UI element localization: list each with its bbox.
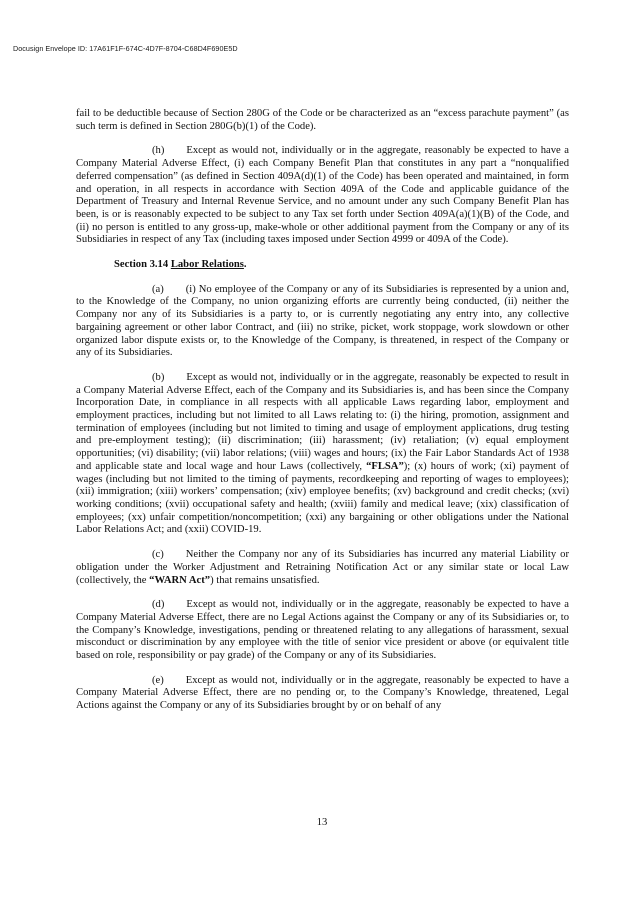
paragraph-h: [76, 145, 569, 247]
section-title-terminator: .: [243, 259, 247, 271]
defined-term-flsa: “FLSA”: [366, 460, 404, 472]
subsection-e: [76, 675, 569, 713]
paragraph-text-h: Except as would not, individually or in the aggregate, reasonably be expected to have a Company Material Adverse Effect, (i) each Company Benefit Plan that constitutes in any part a “nonqualified deferred compensation” (as defined in Section 409A(d)(1) of the Code) has been operated and maintained, in form and operation, in all respects in accordance with Section 409A of the Code and applicable guidance of the Department of Treasury and Internal Revenue Service, and no amount under any such Company Benefit Plan has been, is or is reasonably expected to be subject to any Tax set forth under Section 409A(a)(1)(B) of the Code, and (ii) no person is entitled to any gross-up, make-whole or other additional payment from the Company or any of its Subsidiaries in respect of any Tax (including taxes imposed under Section 4999 or 409A of the Code).: [76, 145, 569, 246]
subsection-text-e: Except as would not, individually or in the aggregate, reasonably be expected to have a Company Material Adverse Effect, there are no pending or, to the Company’s Knowledge, threatened, Legal Actions against the Company or any of its Subsidiaries brought by or on behalf of any: [76, 674, 569, 712]
subsection-text-d: Except as would not, individually or in the aggregate, reasonably be expected to have a Company Material Adverse Effect, there are no Legal Actions against the Company or any of its Subsidiaries or, to the Company’s Knowledge, investigations, pending or threatened relating to any allegations of harassment, sexual misconduct or discrimination by any employee with the title of senior vice president or above (or equivalent title based on role, responsibility or pay grade) of the Company or any of its Subsidiaries.: [76, 599, 569, 662]
docusign-envelope-id: Docusign Envelope ID: 17A61F1F-674C-4D7F-8704-C68D4F690E5D: [13, 44, 238, 53]
subsection-text-c-after: ) that remains unsatisfied.: [210, 574, 320, 586]
subsection-label-e: (e): [152, 674, 164, 686]
subsection-label-b: (b): [152, 371, 165, 383]
section-title: Labor Relations: [170, 259, 244, 271]
subsection-text-b-before: Except as would not, individually or in the aggregate, reasonably be expected to result in a Company Material Adverse Effect, each of the Company and its Subsidiaries is, and has been since the Company Incorporation Date, in compliance in all respects with all applicable Laws regarding labor, employment and employment practices, including but not limited to all Laws relating to: (i) the hiring, promotion, assignment and termination of employees (including but not limited to timing and usage of employment applications, drug testing and pre-employment testing); (ii) discrimination; (iii) harassment; (iv) retaliation; (v) equal employment opportunities; (vi) disability; (vii) labor relations; (viii) wages and hours; (ix) the Fair Labor Standards Act of 1938 and applicable state and local wage and hour Laws (collectively,: [76, 371, 569, 472]
subsection-label-c: (c): [152, 549, 164, 561]
subsection-text-a: (i) No employee of the Company or any of its Subsidiaries is represented by a union and, to the Knowledge of the Company, no union organizing efforts are currently being conducted, (ii) neither the Company nor any of its Subsidiaries is a party to, or is currently negotiating any entry into, any collective bargaining agreement or other labor Contract, and (iii) no strike, picket, work stoppage, work slowdown or other organized labor dispute exists or, to the Knowledge of the Company, is threatened, in respect of the Company or any of its Subsidiaries.: [76, 283, 569, 359]
subsection-d: [76, 599, 569, 663]
paragraph-label-h: (h): [152, 145, 165, 157]
subsection-b: [76, 372, 569, 537]
section-heading: [76, 259, 569, 272]
subsection-label-a: (a): [152, 283, 164, 295]
continued-paragraph: fail to be deductible because of Section 280G of the Code or be characterized as an “excess parachute payment” (as such term is defined in Section 280G(b)(1) of the Code).: [76, 108, 569, 132]
document-body: [76, 108, 569, 725]
subsection-a: [76, 284, 569, 360]
page-number: 13: [316, 817, 328, 828]
subsection-c: [76, 549, 569, 587]
defined-term-warn-act: “WARN Act”: [149, 574, 211, 586]
subsection-text-c-before: Neither the Company nor any of its Subsidiaries has incurred any material Liability or obligation under the Worker Adjustment and Retraining Notification Act or any similar state or local Law (collectively, the: [76, 549, 569, 586]
section-number: Section 3.14: [114, 259, 169, 271]
subsection-text-b-after: ); (x) hours of work; (xi) payment of wages (including but not limited to the timing of payments, recordkeeping and reporting of wages to employees); (xii) immigration; (xiii) workers’ compensation; (xiv) employee benefits; (xv) background and credit checks; (xvi) working conditions; (xvii) occupational safety and health; (xviii) family and medical leave; (xix) classification of employees; (xx) unfair competition/noncompetition; (xxi) any bargaining or other obligations under the National Labor Relations Act; and (xxii) COVID-19.: [76, 460, 569, 536]
subsection-label-d: (d): [152, 599, 165, 611]
